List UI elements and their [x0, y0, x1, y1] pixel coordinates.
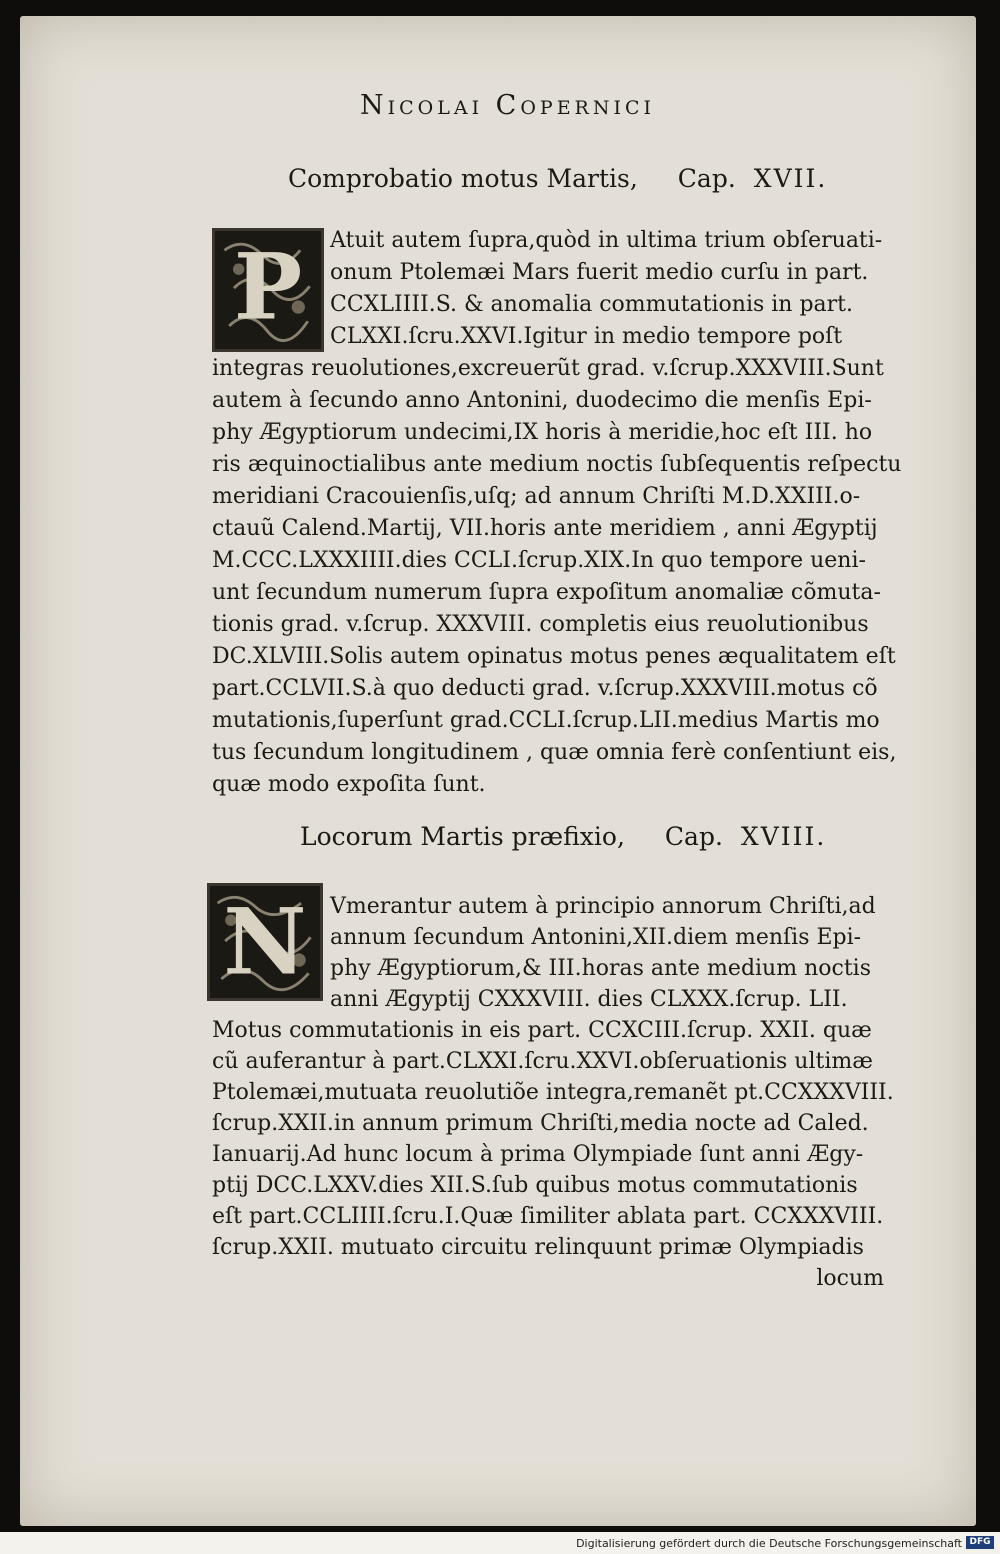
chapter-cap-label: Cap.	[677, 164, 736, 193]
ornament-icon	[210, 886, 320, 998]
text-line: cũ auferantur à part.CLXXI.ſcru.XXVI.obſeruationis ultimæ	[212, 1049, 873, 1074]
text-line: phy Ægyptiorum undecimi,IX horis à meridie,hoc eſt III. ho	[212, 420, 873, 445]
text-line: Vmerantur autem à principio annorum Chriſti,ad	[330, 894, 876, 919]
text-line: ſcrup.XXII.in annum primum Chriſti,media nocte ad Caled.	[212, 1111, 869, 1136]
text-line: M.CCC.LXXXIIII.dies CCLI.ſcrup.XIX.In quo tempore ueni-	[212, 548, 866, 573]
text-line: onum Ptolemæi Mars fuerit medio curſu in part.	[330, 260, 869, 285]
text-line: autem à ſecundo anno Antonini, duodecimo die menſis Epi-	[212, 388, 872, 413]
text-line: ctauũ Calend.Martij, VII.horis ante meridiem , anni Ægyptij	[212, 516, 878, 541]
text-line: Motus commutationis in eis part. CCXCIII.ſcrup. XXII. quæ	[212, 1018, 872, 1043]
chapter-number: XVII.	[753, 164, 828, 193]
text-line: ris æquinoctialibus ante medium noctis ſubſequentis reſpectu	[212, 452, 902, 477]
initial-letter: N	[223, 889, 307, 996]
text-line: phy Ægyptiorum,& III.horas ante medium noctis	[330, 956, 871, 981]
chapter-number: XVIII.	[740, 822, 827, 851]
text-line: unt ſecundum numerum ſupra expoſitum anomaliæ cõmuta-	[212, 580, 881, 605]
text-line: eſt part.CCLIIII.ſcru.I.Quæ ſimiliter ablata part. CCXXXVIII.	[212, 1204, 884, 1229]
chapter-title: Locorum Martis præfixio,	[300, 822, 625, 851]
text-line: tionis grad. v.ſcrup. XXXVIII. completis eius reuolutionibus	[212, 612, 869, 637]
running-header: Nicolai Copernici	[360, 90, 656, 121]
text-line: Ptolemæi,mutuata reuolutiõe integra,remanẽt pt.CCXXXVIII.	[212, 1080, 894, 1105]
text-line: tus ſecundum longitudinem , quæ omnia ferè conſentiunt eis,	[212, 740, 897, 765]
initial-letter: P	[233, 234, 303, 341]
text-line: ptij DCC.LXXV.dies XII.S.ſub quibus motus commutationis	[212, 1173, 858, 1198]
text-line: meridiani Cracouienſis,uſq; ad annum Chriſti M.D.XXIII.o-	[212, 484, 861, 509]
chapter-cap-label: Cap.	[664, 822, 723, 851]
text-line: integras reuolutiones,excreuerũt grad. v.ſcrup.XXXVIII.Sunt	[212, 356, 884, 381]
ornament-icon	[215, 231, 321, 349]
catchword: locum	[816, 1266, 884, 1291]
text-line: DC.XLVIII.Solis autem opinatus motus penes æqualitatem eſt	[212, 644, 896, 669]
chapter-heading-17	[288, 164, 827, 193]
text-line: annum ſecundum Antonini,XII.diem menſis Epi-	[330, 925, 862, 950]
decorated-initial-p	[212, 228, 324, 352]
text-line: ſcrup.XXII. mutuato circuitu relinquunt primæ Olympiadis	[212, 1235, 864, 1260]
chapter-title: Comprobatio motus Martis,	[288, 164, 638, 193]
dfg-logo-icon: DFG	[966, 1536, 994, 1549]
text-line: CCXLIIII.S. & anomalia commutationis in part.	[330, 292, 854, 317]
text-line: part.CCLVII.S.à quo deducti grad. v.ſcrup.XXXVIII.motus cõ	[212, 676, 878, 701]
text-line: quæ modo expoſita ſunt.	[212, 772, 486, 797]
text-line: CLXXI.ſcru.XXVI.Igitur in medio tempore poſt	[330, 324, 843, 349]
text-line: Atuit autem ſupra,quòd in ultima trium obſeruati-	[330, 228, 883, 253]
text-line: mutationis,ſuperſunt grad.CCLI.ſcrup.LII.medius Martis mo	[212, 708, 880, 733]
funding-credit: Digitalisierung gefördert durch die Deutsche Forschungsgemeinschaft	[576, 1537, 962, 1550]
text-line: Ianuarij.Ad hunc locum à prima Olympiade ſunt anni Ægy-	[212, 1142, 864, 1167]
decorated-initial-n	[207, 883, 323, 1001]
text-line: anni Ægyptij CXXXVIII. dies CLXXX.ſcrup. LII.	[330, 987, 848, 1012]
chapter-heading-18	[300, 822, 826, 851]
